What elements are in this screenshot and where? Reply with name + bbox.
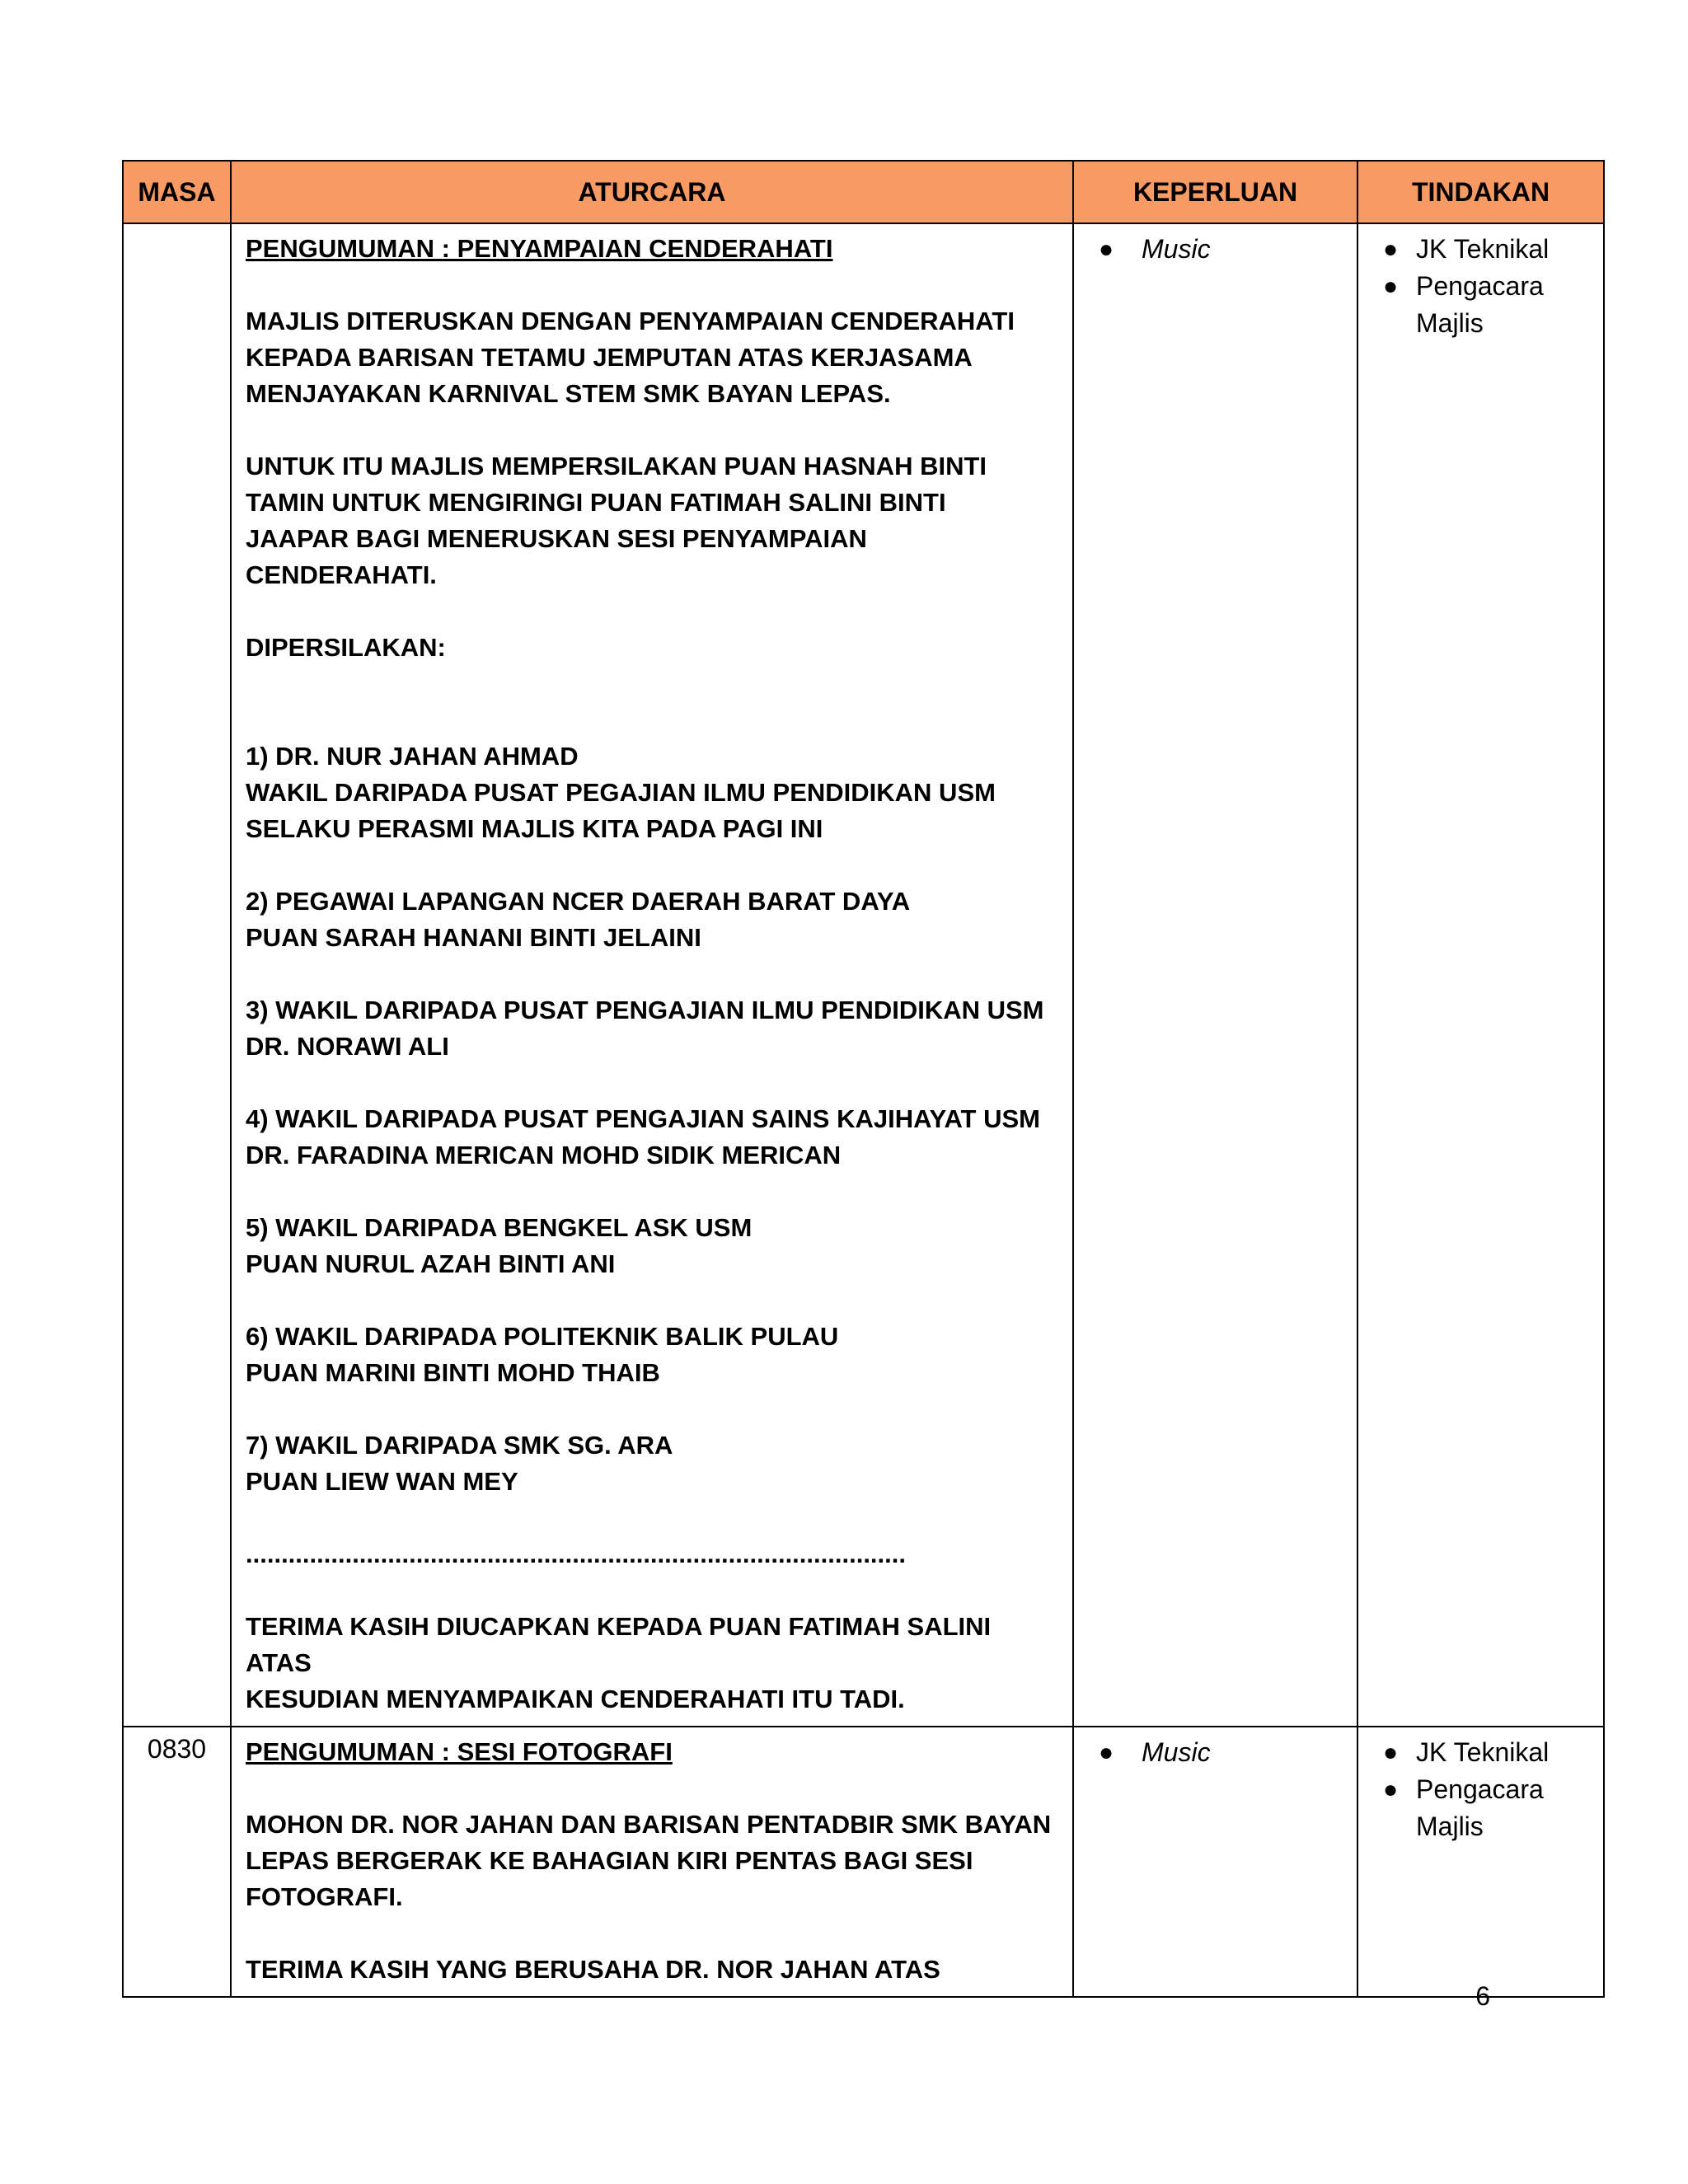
list-item	[1380, 1734, 1595, 1771]
dipersilakan-label: DIPERSILAKAN:	[246, 633, 446, 662]
aturcara-cell	[231, 223, 1073, 1727]
page-number: 6	[1475, 1981, 1490, 2011]
bullet-icon: ●	[1099, 236, 1114, 263]
aturcara-cell	[231, 1727, 1073, 1997]
bullet-icon: ●	[1383, 236, 1399, 263]
tindakan-list	[1380, 231, 1595, 342]
tindakan-cell	[1357, 223, 1604, 1727]
section-heading: PENGUMUMAN : PENYAMPAIAN CENDERAHATI	[246, 234, 833, 263]
recipient-line: WAKIL DARIPADA PUSAT PEGAJIAN ILMU PENDIDIKAN USM	[246, 778, 996, 807]
intro-line: MENJAYAKAN KARNIVAL STEM SMK BAYAN LEPAS.	[246, 379, 891, 408]
table-row	[123, 1727, 1604, 1997]
recipient-line: 2) PEGAWAI LAPANGAN NCER DAERAH BARAT DAYA	[246, 887, 911, 916]
agenda-table	[122, 160, 1605, 1998]
bullet-icon: ●	[1383, 273, 1399, 300]
intro-line: KEPADA BARISAN TETAMU JEMPUTAN ATAS KERJASAMA	[246, 343, 973, 372]
keperluan-list	[1095, 231, 1348, 268]
intro-line: MAJLIS DITERUSKAN DENGAN PENYAMPAIAN CENDERAHATI	[246, 307, 1015, 335]
table-row	[123, 223, 1604, 1727]
recipient-line: PUAN MARINI BINTI MOHD THAIB	[246, 1358, 660, 1387]
recipient-line: 1) DR. NUR JAHAN AHMAD	[246, 742, 579, 771]
masa-cell: 0830	[123, 1727, 231, 1997]
keperluan-list	[1095, 1734, 1348, 1771]
recipient-line: 3) WAKIL DARIPADA PUSAT PENGAJIAN ILMU PENDIDIKAN USM	[246, 996, 1044, 1024]
tindakan-list	[1380, 1734, 1595, 1845]
table-header-row	[123, 161, 1604, 223]
bullet-icon: ●	[1383, 1739, 1399, 1766]
list-item	[1095, 231, 1348, 268]
invite-line: TAMIN UNTUK MENGIRINGI PUAN FATIMAH SALINI BINTI	[246, 488, 946, 517]
recipient-line: 7) WAKIL DARIPADA SMK SG. ARA	[246, 1431, 673, 1460]
keperluan-cell	[1073, 223, 1357, 1727]
keperluan-cell	[1073, 1727, 1357, 1997]
closing-line: KESUDIAN MENYAMPAIKAN CENDERAHATI ITU TADI.	[246, 1685, 905, 1713]
recipient-line: SELAKU PERASMI MAJLIS KITA PADA PAGI INI	[246, 814, 823, 843]
header-tindakan: TINDAKAN	[1357, 161, 1604, 223]
invite-line: UNTUK ITU MAJLIS MEMPERSILAKAN PUAN HASNAH BINTI	[246, 452, 987, 480]
list-item	[1380, 231, 1595, 268]
dotted-separator: .............................................................................................	[246, 1540, 906, 1568]
recipient-line: 5) WAKIL DARIPADA BENGKEL ASK USM	[246, 1213, 753, 1242]
intro-line: LEPAS BERGERAK KE BAHAGIAN KIRI PENTAS BAGI SESI	[246, 1846, 973, 1875]
recipient-line: 4) WAKIL DARIPADA PUSAT PENGAJIAN SAINS KAJIHAYAT USM	[246, 1104, 1040, 1133]
list-item	[1380, 268, 1595, 342]
recipient-line: 6) WAKIL DARIPADA POLITEKNIK BALIK PULAU	[246, 1322, 839, 1351]
intro-line: MOHON DR. NOR JAHAN DAN BARISAN PENTADBIR SMK BAYAN	[246, 1810, 1052, 1839]
tindakan-item: Pengacara Majlis	[1416, 271, 1544, 338]
header-aturcara: ATURCARA	[231, 161, 1073, 223]
closing-line: TERIMA KASIH DIUCAPKAN KEPADA PUAN FATIMAH SALINI ATAS	[246, 1612, 992, 1677]
keperluan-item: Music	[1142, 1737, 1211, 1767]
bullet-icon: ●	[1099, 1739, 1114, 1766]
bullet-icon: ●	[1383, 1776, 1399, 1803]
header-keperluan: KEPERLUAN	[1073, 161, 1357, 223]
recipient-line: DR. FARADINA MERICAN MOHD SIDIK MERICAN	[246, 1141, 842, 1169]
intro-line: FOTOGRAFI.	[246, 1882, 403, 1911]
list-item	[1380, 1771, 1595, 1845]
masa-cell	[123, 223, 231, 1727]
tindakan-item: JK Teknikal	[1416, 234, 1550, 264]
recipient-line: PUAN LIEW WAN MEY	[246, 1467, 518, 1496]
invite-line: JAAPAR BAGI MENERUSKAN SESI PENYAMPAIAN CENDERAHATI.	[246, 524, 867, 589]
recipient-line: PUAN NURUL AZAH BINTI ANI	[246, 1249, 616, 1278]
tindakan-item: JK Teknikal	[1416, 1737, 1550, 1767]
header-masa: MASA	[123, 161, 231, 223]
closing-line: TERIMA KASIH YANG BERUSAHA DR. NOR JAHAN ATAS	[246, 1955, 940, 1984]
section-heading: PENGUMUMAN : SESI FOTOGRAFI	[246, 1737, 673, 1766]
list-item	[1095, 1734, 1348, 1771]
tindakan-cell	[1357, 1727, 1604, 1997]
tindakan-item: Pengacara Majlis	[1416, 1774, 1544, 1841]
recipient-line: PUAN SARAH HANANI BINTI JELAINI	[246, 923, 701, 952]
recipient-line: DR. NORAWI ALI	[246, 1032, 449, 1061]
keperluan-item: Music	[1142, 234, 1211, 264]
